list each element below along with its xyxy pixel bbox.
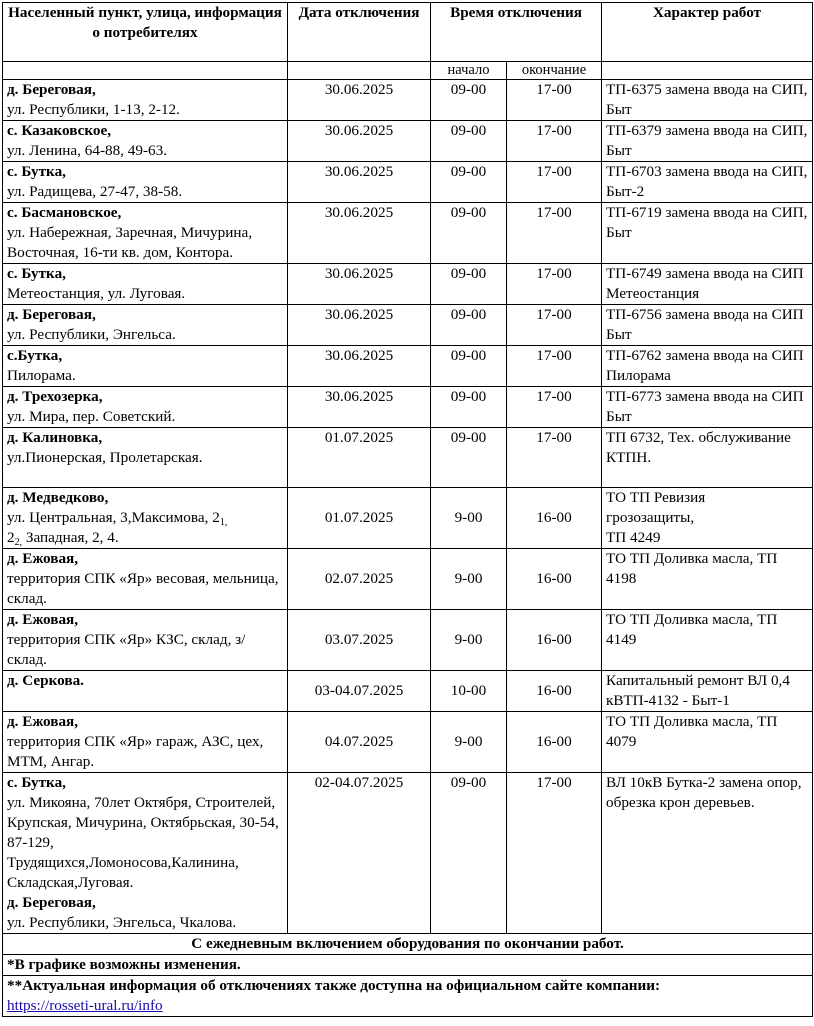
row-streets: ул. Мира, пер. Советский. [7,408,176,425]
footer-link[interactable]: https://rosseti-ural.ru/info [7,997,163,1014]
row-end: 17-00 [507,346,602,387]
row-streets: территория СПК «Яр» весовая, мельница, склад. [7,570,279,607]
row-start: 09-00 [431,264,507,305]
row-streets: ул. Республики, Энгельса. [7,326,176,343]
row-date: 01.07.2025 [288,488,431,549]
row-work: ТП-6703 замена ввода на СИП, Быт-2 [602,162,813,203]
row-place: д. Калиновка, [7,429,103,446]
row-start: 09-00 [431,121,507,162]
row-place: д. Серкова. [7,672,84,689]
row-date: 30.06.2025 [288,387,431,428]
row-streets: Пилорама. [7,367,76,384]
row-streets: ул. Радищева, 27-47, 38-58. [7,183,183,200]
footer-info: **Актуальная информация об отключениях также доступна на официальном сайте компании: [7,977,661,994]
row-date: 30.06.2025 [288,203,431,264]
row-place: д. Медведково, [7,489,109,506]
row-end: 17-00 [507,428,602,488]
row-start: 9-00 [431,712,507,773]
row-place: д. Береговая, [7,81,96,98]
row-date: 30.06.2025 [288,162,431,203]
row-end: 17-00 [507,387,602,428]
table-row [3,773,813,934]
row-work: ТП-6762 замена ввода на СИП Пилорама [602,346,813,387]
row-date: 02.07.2025 [288,549,431,610]
row-end: 16-00 [507,488,602,549]
row-date: 01.07.2025 [288,428,431,488]
row-work: ТО ТП Ревизия грозозащиты, ТП 4249 [602,488,813,549]
row-date: 04.07.2025 [288,712,431,773]
row-place: д. Ежовая, [7,550,79,567]
row-work: ТП-6379 замена ввода на СИП, Быт [602,121,813,162]
row-date: 30.06.2025 [288,121,431,162]
table-row [3,671,813,712]
row-date: 30.06.2025 [288,305,431,346]
row-end: 17-00 [507,121,602,162]
row-place: с. Бутка, [7,265,66,282]
outage-table [2,2,813,1017]
row-date: 03-04.07.2025 [288,671,431,712]
row-streets: ул.Пионерская, Пролетарская. [7,449,203,466]
table-row [3,264,813,305]
row-start: 09-00 [431,305,507,346]
row-place: д. Береговая, [7,894,96,911]
row-date: 30.06.2025 [288,264,431,305]
row-start: 10-00 [431,671,507,712]
row-start: 09-00 [431,346,507,387]
row-end: 17-00 [507,305,602,346]
row-place: д. Ежовая, [7,713,79,730]
row-place: с. Казаковское, [7,122,112,139]
header-end: окончание [507,62,602,80]
row-end: 16-00 [507,712,602,773]
row-place: д. Трехозерка, [7,388,103,405]
row-end: 17-00 [507,773,602,934]
row-work: ТО ТП Доливка масла, ТП 4198 [602,549,813,610]
row-work: ТП-6749 замена ввода на СИП Метеостанция [602,264,813,305]
header-time: Время отключения [431,3,602,62]
row-work: ТП 6732, Тех. обслуживание КТПН. [602,428,813,488]
row-end: 17-00 [507,80,602,121]
row-end: 17-00 [507,203,602,264]
row-streets: ул. Микояна, 70лет Октября, Строителей, Крупская, Мичурина, Октябрьская, 30-54, 87-129, Трудящихся,Ломоносова,Калинина, Складская,Луговая. [7,794,279,891]
row-work: ТП-6773 замена ввода на СИП Быт [602,387,813,428]
row-streets: Метеостанция, ул. Луговая. [7,285,186,302]
row-streets: территория СПК «Яр» гараж, АЗС, цех, МТМ, Ангар. [7,733,264,770]
row-date: 30.06.2025 [288,346,431,387]
row-start: 09-00 [431,162,507,203]
footer-info-cell [3,976,813,1017]
header-location: Населенный пункт, улица, информация о потребителях [3,3,288,62]
header-date: Дата отключения [288,3,431,62]
table-row [3,549,813,610]
row-end: 16-00 [507,610,602,671]
row-date: 03.07.2025 [288,610,431,671]
row-end: 16-00 [507,549,602,610]
table-row [3,203,813,264]
row-streets: территория СПК «Яр» КЗС, склад, з/склад. [7,631,246,668]
row-start: 09-00 [431,80,507,121]
table-row [3,346,813,387]
row-streets: ул. Республики, Энгельса, Чкалова. [7,914,237,931]
row-start: 9-00 [431,610,507,671]
row-work: ТО ТП Доливка масла, ТП 4149 [602,610,813,671]
row-streets: ул. Набережная, Заречная, Мичурина, Восточная, 16-ти кв. дом, Контора. [7,224,252,261]
table-row [3,80,813,121]
footer-daily: С ежедневным включением оборудования по окончании работ. [3,934,813,955]
table-row [3,305,813,346]
table-row [3,387,813,428]
row-start: 9-00 [431,549,507,610]
table-row [3,428,813,488]
table-row [3,162,813,203]
row-place: с. Басмановское, [7,204,122,221]
row-start: 9-00 [431,488,507,549]
row-streets: ул. Республики, 1-13, 2-12. [7,101,180,118]
row-place: с.Бутка, [7,347,63,364]
row-start: 09-00 [431,203,507,264]
row-streets: ул. Ленина, 64-88, 49-63. [7,142,168,159]
row-start: 09-00 [431,773,507,934]
row-work: ТП-6756 замена ввода на СИП Быт [602,305,813,346]
row-place: с. Бутка, [7,774,66,791]
footer-changes: *В графике возможны изменения. [3,955,813,976]
header-work: Характер работ [602,3,813,62]
table-row: д. Медведково, ул. Центральная, 3,Максимова, $2_{1,}$ $2_{2,}$ Западная, 2, 4. 01.07.2025 9-00 16-00 ТО ТП Ревизия грозозащиты, ТП 4249 [3,488,813,549]
row-place: д. Береговая, [7,306,96,323]
row-end: 17-00 [507,162,602,203]
row-work: ВЛ 10кВ Бутка-2 замена опор, обрезка крон деревьев. [602,773,813,934]
row-date: 30.06.2025 [288,80,431,121]
table-row [3,712,813,773]
row-place: с. Бутка, [7,163,66,180]
header-start: начало [431,62,507,80]
table-row [3,610,813,671]
row-place: д. Ежовая, [7,611,79,628]
row-date: 02-04.07.2025 [288,773,431,934]
row-start: 09-00 [431,387,507,428]
table-row [3,121,813,162]
row-streets: ул. Центральная, 3,Максимова, 2 [7,509,220,526]
row-work: Капитальный ремонт ВЛ 0,4 кВТП-4132 - Быт-1 [602,671,813,712]
row-end: 16-00 [507,671,602,712]
row-work: ТП-6375 замена ввода на СИП, Быт [602,80,813,121]
row-work: ТП-6719 замена ввода на СИП, Быт [602,203,813,264]
row-end: 17-00 [507,264,602,305]
row-work: ТО ТП Доливка масла, ТП 4079 [602,712,813,773]
row-start: 09-00 [431,428,507,488]
